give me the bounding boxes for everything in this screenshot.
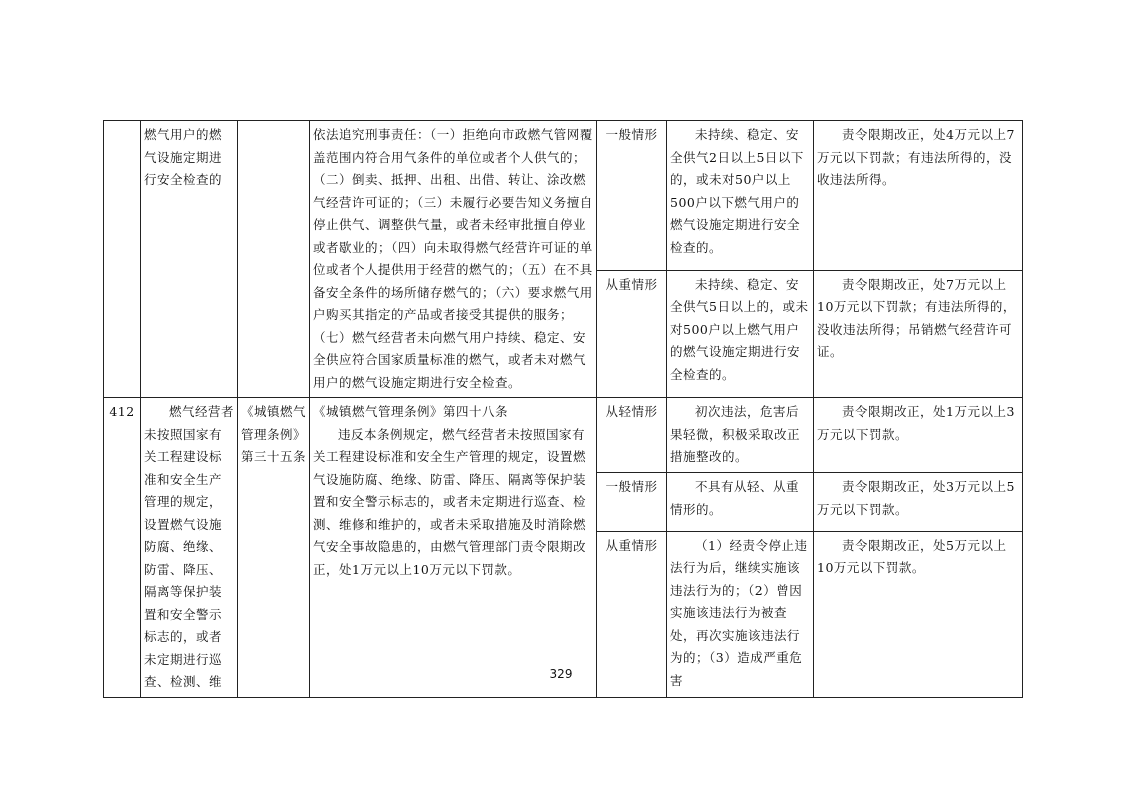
violation-item-cell bbox=[141, 398, 238, 698]
law-provision-cell bbox=[238, 398, 310, 698]
circumstance-condition-cell bbox=[667, 270, 814, 397]
penalty-standard-cell bbox=[814, 473, 1023, 531]
penalty-standard-cell bbox=[814, 270, 1023, 397]
row-number-cell bbox=[104, 398, 141, 698]
circumstance-condition: （1）经责令停止违法行为后，继续实施该违法行为的；（2）曾因实施该违法行为被查处，再次实施该违法行为的；（3）造成严重危害 bbox=[670, 537, 808, 688]
penalty-standard: 责令限期改正，处5万元以上10万元以下罚款。 bbox=[817, 537, 1007, 576]
violation-item-cell bbox=[141, 121, 238, 398]
circumstance-condition-cell bbox=[667, 473, 814, 531]
violation-item-text: 燃气用户的燃气设施定期进行安全检查的 bbox=[144, 127, 223, 187]
penalty-standard-table bbox=[103, 120, 1023, 698]
penalty-standard-cell bbox=[814, 398, 1023, 473]
circumstance-level: 从重情形 bbox=[605, 276, 658, 292]
penalty-standard: 责令限期改正，处4万元以上7万元以下罚款；有违法所得的，没收违法所得。 bbox=[817, 127, 1015, 187]
circumstance-level-cell bbox=[597, 121, 667, 271]
law-provision-text: 《城镇燃气管理条例》第三十五条 bbox=[241, 404, 307, 464]
penalty-basis-text: 违反本条例规定，燃气经营者未按照国家有关工程建设标准和安全生产管理的规定，设置燃气设施防腐、绝缘、防雷、降压、隔离等保护装置和安全警示标志的，或者未定期进行巡查、检测、维修和维护的，或者未采取措施及时消除燃气安全事故隐患的，由燃气管理部门责令限期改正，处1万元以上10万元以下罚款。 bbox=[313, 426, 587, 577]
circumstance-level-cell bbox=[597, 270, 667, 397]
circumstance-level: 一般情形 bbox=[605, 479, 658, 495]
penalty-standard: 责令限期改正，处3万元以上5万元以下罚款。 bbox=[817, 479, 1015, 517]
circumstance-level: 一般情形 bbox=[605, 127, 658, 142]
penalty-standard: 责令限期改正，处1万元以上3万元以下罚款。 bbox=[817, 404, 1015, 442]
penalty-basis-cell bbox=[310, 121, 597, 398]
circumstance-level: 从重情形 bbox=[605, 537, 658, 553]
page-number: 329 bbox=[549, 667, 573, 681]
circumstance-condition-cell bbox=[667, 398, 814, 473]
circumstance-condition: 不具有从轻、从重情形的。 bbox=[670, 479, 800, 517]
violation-item-text: 燃气经营者未按照国家有关工程建设标准和安全生产管理的规定，设置燃气设施防腐、绝缘、防雷、降压、隔离等保护装置和安全警示标志的，或者未定期进行巡查、检测、维 bbox=[144, 404, 235, 689]
circumstance-condition: 未持续、稳定、安全供气5日以上的，或未对500户以上燃气用户的燃气设施定期进行安全检查的。 bbox=[670, 276, 809, 382]
row-number-cell bbox=[104, 121, 141, 398]
circumstance-condition: 未持续、稳定、安全供气2日以上5日以下的，或未对50户以上500户以下燃气用户的燃气设施定期进行安全检查的。 bbox=[670, 127, 804, 255]
circumstance-level-cell bbox=[597, 398, 667, 473]
penalty-standard: 责令限期改正，处7万元以上10万元以下罚款；有违法所得的，没收违法所得；吊销燃气经营许可证。 bbox=[817, 276, 1016, 360]
penalty-basis-title: 《城镇燃气管理条例》第四十八条 bbox=[313, 404, 509, 419]
penalty-standard-cell bbox=[814, 121, 1023, 271]
table-row bbox=[104, 398, 1023, 473]
penalty-basis-text: 依法追究刑事责任：（一）拒绝向市政燃气管网覆盖范围内符合用气条件的单位或者个人供气的；（二）倒卖、抵押、出租、出借、转让、涂改燃气经营许可证的；（三）未履行必要告知义务擅自停止供气、调整供气量，或者未经审批擅自停业或者歇业的；（四）向未取得燃气经营许可证的单位或者个人提供用于经营的燃气的；（五）在不具备安全条件的场所储存燃气的；（六）要求燃气用户购买其指定的产品或者接受其提供的服务；（七）燃气经营者未向燃气用户持续、稳定、安全供应符合国家质量标准的燃气，或者未对燃气用户的燃气设施定期进行安全检查。 bbox=[313, 127, 593, 390]
law-provision-cell bbox=[238, 121, 310, 398]
table-row bbox=[104, 121, 1023, 271]
circumstance-level-cell bbox=[597, 473, 667, 531]
circumstance-condition: 初次违法，危害后果轻微，积极采取改正措施整改的。 bbox=[670, 404, 801, 464]
circumstance-condition-cell bbox=[667, 121, 814, 271]
circumstance-level: 从轻情形 bbox=[605, 404, 658, 419]
row-number: 412 bbox=[109, 404, 135, 419]
penalty-basis-cell bbox=[310, 398, 597, 698]
